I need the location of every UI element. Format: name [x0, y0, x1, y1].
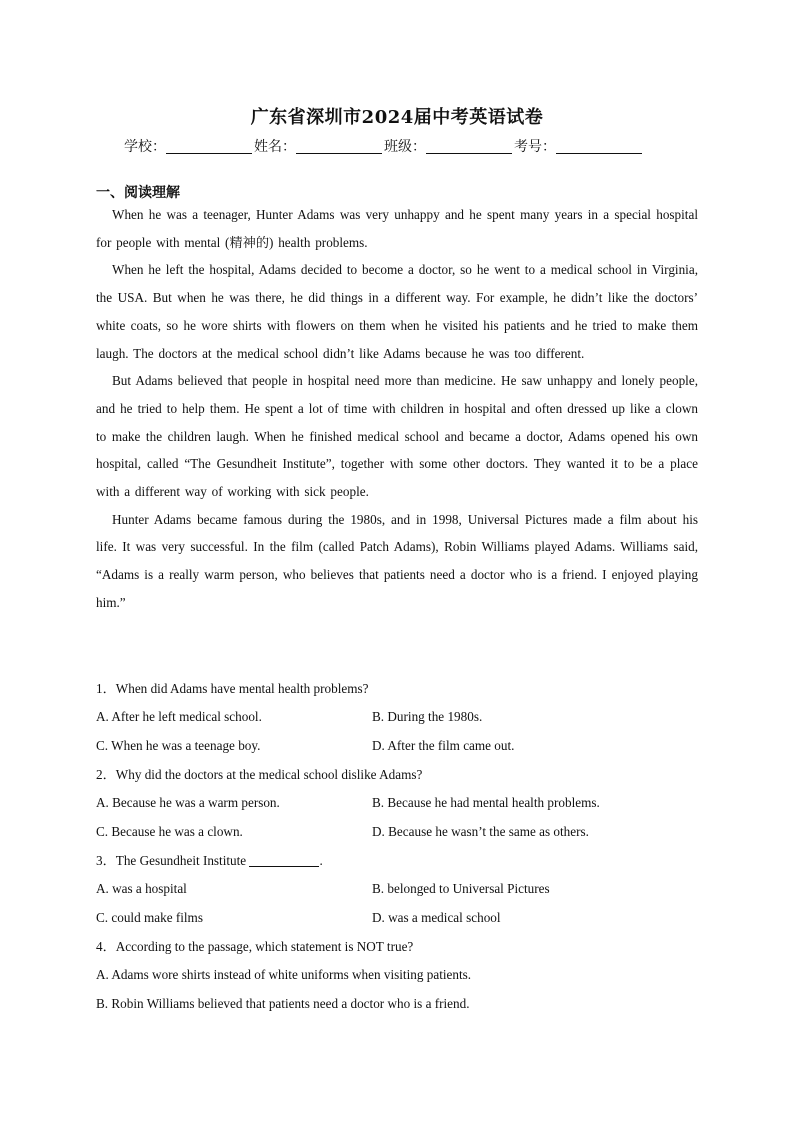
name-label: 姓名： [254, 139, 296, 155]
passage-paragraph: When he was a teenager, Hunter Adams was very unhappy and he spent many years in a special hospital for people with mental (精神的) health problems. [96, 207, 698, 250]
question-1-options-row-2 [96, 732, 698, 761]
passage-paragraph: When he left the hospital, Adams decided to become a doctor, so he went to a medical school in Virginia, the USA. But when he was there, he did things in a different way. For example, he didn’t like the doctors’ white coats, so he wore shirts with flowers on them when he visited his patients and he tried to make them laugh. The doctors at the medical school didn’t like Adams because he was too different. [96, 262, 698, 361]
number-label: 考号： [514, 139, 556, 155]
question-3-options-row-1 [96, 875, 698, 904]
option-a[interactable]: A. After he left medical school. [96, 709, 262, 724]
passage-paragraph: Hunter Adams became famous during the 1980s, and in 1998, Universal Pictures made a film about his life. It was very successful. In the film (called Patch Adams), Robin Williams played Adams. Williams said, “Adams is a really warm person, who believes that patients need a doctor who is a friend. I enjoyed playing him.” [96, 511, 698, 610]
question-2-options-row-2 [96, 818, 698, 847]
number-blank[interactable] [556, 139, 642, 154]
option-b[interactable]: B. Robin Williams believed that patients need a doctor who is a friend. [96, 995, 470, 1011]
option-b[interactable]: B. Because he had mental health problems. [372, 795, 600, 810]
option-b[interactable]: B. belonged to Universal Pictures [372, 881, 550, 896]
reading-passage [96, 201, 698, 617]
option-d[interactable]: D. After the film came out. [372, 737, 515, 753]
class-blank[interactable] [426, 139, 512, 154]
name-blank[interactable] [296, 139, 382, 154]
question-3-text: 3．The Gesundheit Institute [96, 853, 247, 868]
option-a[interactable]: A. Because he was a warm person. [96, 795, 280, 810]
page-title: 广东省深圳市2024届中考英语试卷 [250, 107, 544, 128]
option-a[interactable]: A. was a hospital [96, 881, 187, 896]
option-a[interactable]: A. Adams wore shirts instead of white uniforms when visiting patients. [96, 967, 472, 982]
question-list [96, 674, 698, 1018]
question-1-options-row-1 [96, 703, 698, 732]
student-info-line [124, 136, 704, 156]
answer-blank[interactable] [249, 853, 319, 867]
school-blank[interactable] [166, 139, 252, 154]
class-label: 班级： [384, 139, 426, 155]
question-2-options-row-1 [96, 789, 698, 818]
question-2-stem: 2．Why did the doctors at the medical school dislike Adams? [96, 767, 423, 782]
question-3-stem [96, 846, 698, 875]
option-b[interactable]: B. During the 1980s. [372, 709, 483, 724]
option-c[interactable]: C. When he was a teenage boy. [96, 737, 261, 753]
question-1-stem: 1．When did Adams have mental health problems? [96, 681, 369, 696]
passage-paragraph: But Adams believed that people in hospital need more than medicine. He saw unhappy and lonely people, and he tried to help them. He spent a lot of time with children in hospital and often dressed up like a clown to make the children laugh. When he finished medical school and became a doctor, Adams opened his own hospital, called “The Gesundheit Institute”, together with some other doctors. They wanted it to be a place with a different way of working with sick people. [96, 373, 698, 500]
option-c[interactable]: C. Because he was a clown. [96, 823, 243, 839]
school-label: 学校： [124, 139, 166, 155]
question-3-end: . [319, 853, 323, 868]
question-4-stem: 4．According to the passage, which statement is NOT true? [96, 939, 414, 954]
question-3-options-row-2 [96, 904, 698, 933]
section-heading: 一、阅读理解 [96, 185, 180, 201]
option-d[interactable]: D. was a medical school [372, 909, 501, 925]
option-c[interactable]: C. could make films [96, 909, 203, 925]
option-d[interactable]: D. Because he wasn’t the same as others. [372, 823, 589, 839]
